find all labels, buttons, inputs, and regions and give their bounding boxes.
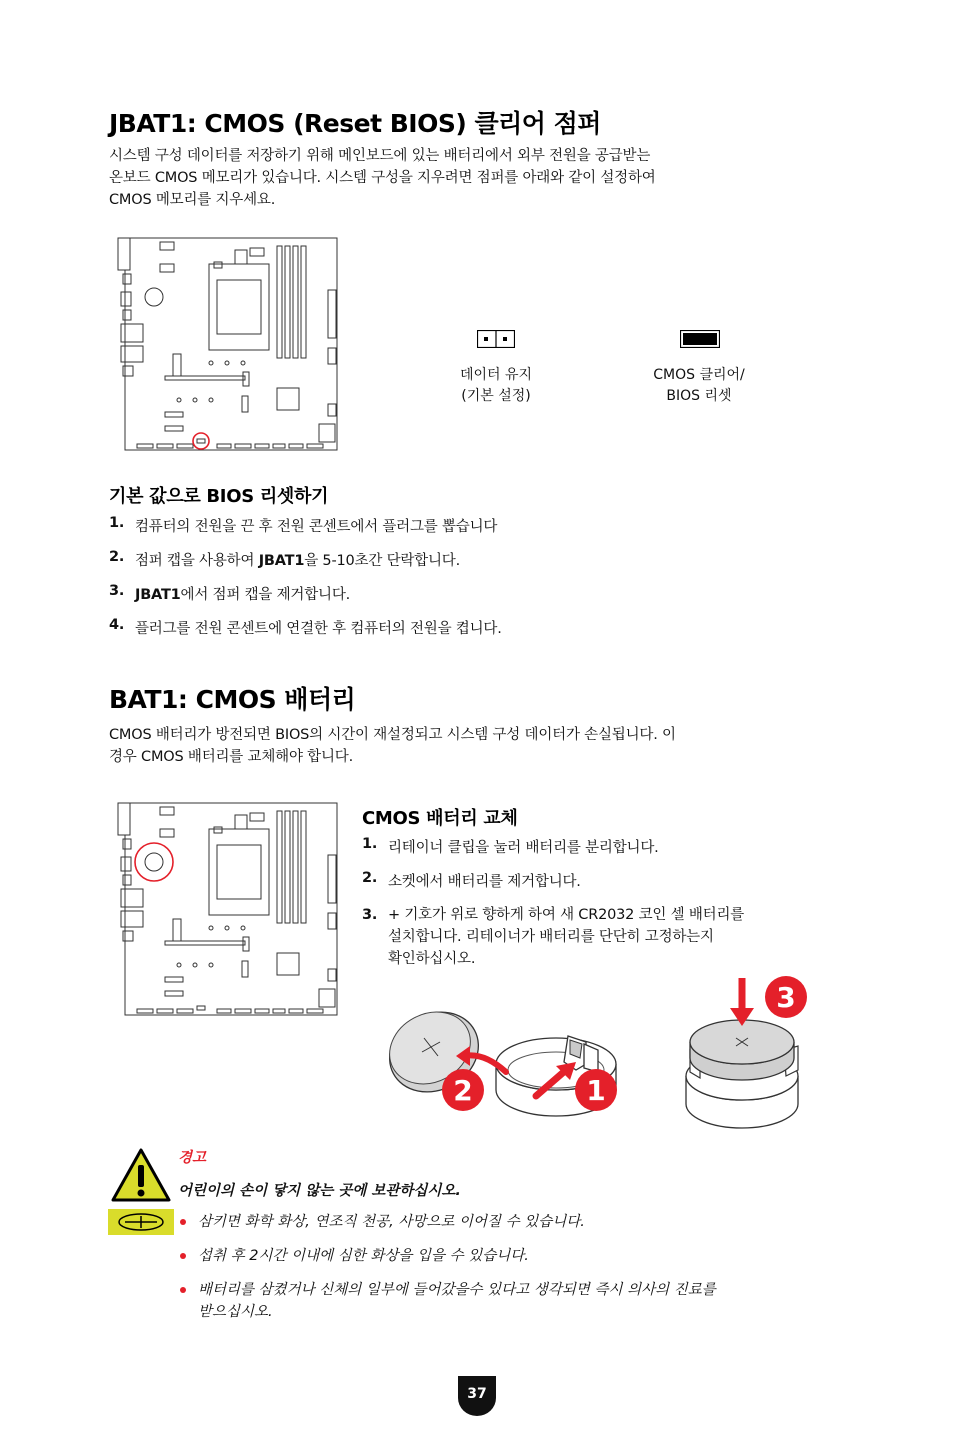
reset-bios-heading: 기본 값으로 BIOS 리셋하기 bbox=[109, 486, 329, 507]
list-item: 2. 소켓에서 배터리를 제거합니다. bbox=[362, 870, 581, 890]
list-item: 3. JBAT1에서 점퍼 캡을 제거합니다. bbox=[109, 583, 351, 603]
list-item: 4. 플러그를 전원 콘센트에 연결한 후 컴퓨터의 전원을 켭니다. bbox=[109, 617, 502, 637]
jumper-open-icon bbox=[477, 330, 515, 352]
list-item: 1. 컴퓨터의 전원을 끈 후 전원 콘센트에서 플러그를 뽑습니다 bbox=[109, 515, 498, 535]
list-item: 3. + 기호가 위로 향하게 하여 새 CR2032 코인 셀 배터리를 설치합니다. 리테이너가 배터리를 단단히 고정하는지 확인하십시오. bbox=[362, 907, 745, 967]
warning-triangle-icon bbox=[110, 1147, 172, 1207]
bullet-icon bbox=[180, 1219, 186, 1225]
list-item: 배터리를 삼켰거나 신체의 일부에 들어갔을수 있다고 생각되면 즉시 의사의 진료를 받으십시오. bbox=[178, 1279, 716, 1323]
warning-lead: 어린이의 손이 닿지 않는 곳에 보관하십시오. bbox=[178, 1183, 461, 1199]
motherboard-diagram-bat1 bbox=[117, 801, 339, 1019]
list-item: 섭취 후 2시간 이내에 심한 화상을 입을 수 있습니다. bbox=[178, 1245, 716, 1267]
callout-3: 3 bbox=[776, 981, 796, 1014]
warning-title: 경고 bbox=[178, 1150, 207, 1166]
page-number: 37 bbox=[458, 1376, 496, 1416]
bullet-icon bbox=[180, 1253, 186, 1259]
jbat-intro: 시스템 구성 데이터를 저장하기 위해 메인보드에 있는 배터리에서 외부 전원을 공급받는 온보드 CMOS 메모리가 있습니다. 시스템 구성을 지우려면 점퍼를 아래와 같이 설정하여 CMOS 메모리를 지우세요. bbox=[109, 148, 656, 208]
coin-battery-icon bbox=[108, 1209, 174, 1239]
reset-bios-steps bbox=[109, 515, 502, 651]
jumper-label-clear-cmos: CMOS 클리어/ BIOS 리셋 bbox=[653, 367, 745, 404]
bat-title: BAT1: CMOS 배터리 bbox=[109, 685, 356, 714]
jumper-label-keep-data: 데이터 유지 (기본 설정) bbox=[459, 367, 533, 404]
list-item: 1. 리테이너 클립을 눌러 배터리를 분리합니다. bbox=[362, 836, 659, 856]
battery-removal-illustration bbox=[384, 1000, 624, 1144]
jumper-shorted-icon bbox=[680, 330, 720, 352]
list-item: 삼키면 화학 화상, 연조직 천공, 사망으로 이어질 수 있습니다. bbox=[178, 1211, 716, 1233]
bat-intro: CMOS 배터리가 방전되면 BIOS의 시간이 재설정되고 시스템 구성 데이터가 손실됩니다. 이 경우 CMOS 배터리를 교체해야 합니다. bbox=[109, 727, 676, 765]
cmos-replace-steps bbox=[362, 836, 744, 970]
callout-2: 2 bbox=[453, 1074, 473, 1107]
motherboard-diagram-jbat1 bbox=[117, 236, 339, 454]
cmos-replace-heading: CMOS 배터리 교체 bbox=[362, 808, 518, 829]
battery-install-illustration bbox=[680, 970, 820, 1144]
list-item: 2. 점퍼 캡을 사용하여 JBAT1을 5-10초간 단락합니다. bbox=[109, 549, 461, 569]
jbat-title: JBAT1: CMOS (Reset BIOS) 클리어 점퍼 bbox=[109, 109, 601, 138]
warning-list bbox=[178, 1211, 716, 1323]
bullet-icon bbox=[180, 1287, 186, 1293]
callout-1: 1 bbox=[586, 1074, 606, 1107]
